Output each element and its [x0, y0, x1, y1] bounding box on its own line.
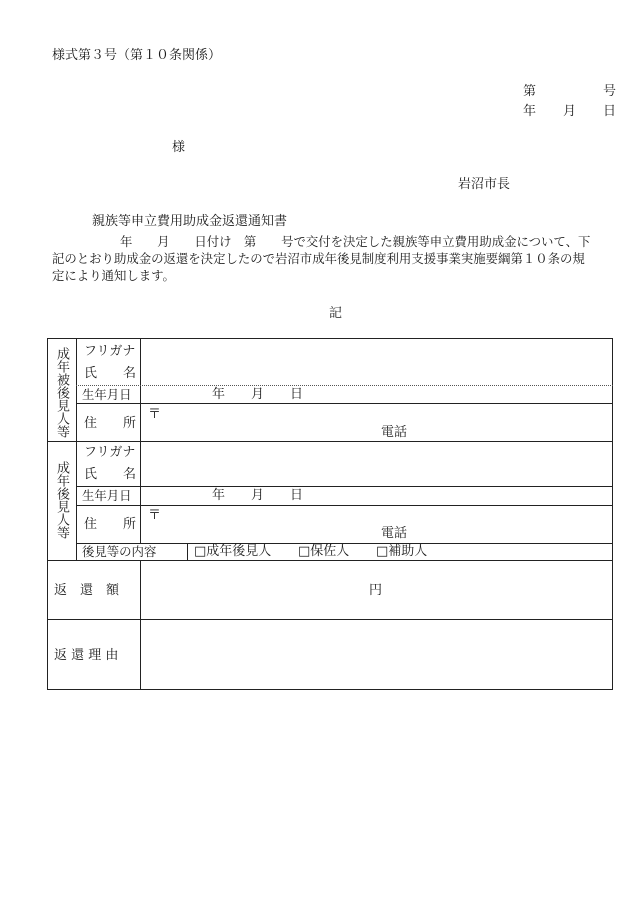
refund-reason-label: 返 還 理 由	[54, 648, 119, 663]
phone-label-2: 電話	[381, 526, 408, 541]
sender: 岩沼市長	[458, 177, 511, 192]
body-line-1: 年 月 日付け 第 号で交付を決定した親族等申立費用助成金について、下	[120, 234, 591, 249]
address-label-1: 住 所	[84, 416, 137, 431]
row-divider-3	[76, 505, 613, 506]
refund-amount-label: 返 還 額	[54, 583, 120, 598]
col-divider-guardianship	[187, 543, 188, 560]
doc-date-hi: 日	[603, 104, 617, 119]
doc-number-dai: 第	[523, 84, 537, 99]
addressee-suffix: 様	[172, 140, 186, 155]
table-border-right	[612, 338, 613, 689]
yen-unit: 円	[369, 583, 383, 598]
table-border-left	[47, 338, 48, 689]
name-label-1: 氏 名	[84, 366, 137, 381]
doc-date-tsuki: 月	[563, 104, 577, 119]
birthdate-label-2: 生年月日	[82, 488, 132, 503]
option-seinen-koukennin[interactable]: □成年後見人	[194, 544, 272, 559]
option-hojonin[interactable]: □補助人	[376, 544, 428, 559]
furigana-label-2: フリガナ	[84, 445, 136, 460]
row-divider-5	[47, 560, 613, 561]
row-divider-dotted-1	[76, 385, 613, 386]
birthdate-value-2: 年 月 日	[212, 488, 304, 503]
section-divider	[47, 441, 613, 442]
doc-number-go: 号	[603, 84, 617, 99]
col-divider-lower	[140, 560, 141, 689]
body-line-2: 記のとおり助成金の返還を決定したので岩沼市成年後見制度利用支援事業実施要綱第１０条の規	[52, 251, 585, 266]
address-label-2: 住 所	[84, 517, 137, 532]
option-hosanin[interactable]: □保佐人	[298, 544, 350, 559]
row-divider-6	[47, 619, 613, 620]
furigana-label-1: フリガナ	[84, 344, 136, 359]
birthdate-value-1: 年 月 日	[212, 387, 304, 402]
document-title: 親族等申立費用助成金返還通知書	[92, 214, 288, 229]
row-divider-2	[76, 486, 613, 487]
phone-label-1: 電話	[381, 425, 408, 440]
form-number: 様式第３号（第１０条関係）	[52, 48, 222, 63]
birthdate-label-1: 生年月日	[82, 387, 132, 402]
ki-heading: 記	[329, 306, 343, 321]
row-divider-1	[76, 403, 613, 404]
table-border-top	[47, 338, 613, 339]
col-divider-label	[76, 338, 77, 560]
guardianship-type-label: 後見等の内容	[82, 544, 157, 559]
doc-date-nen: 年	[523, 104, 537, 119]
postal-mark-1: 〒	[148, 407, 162, 422]
postal-mark-2: 〒	[148, 508, 162, 523]
table-border-bottom	[47, 689, 613, 690]
section-label-guardian: 成年後見人等	[54, 461, 69, 539]
name-label-2: 氏 名	[84, 467, 137, 482]
section-label-ward: 成年被後見人等	[54, 347, 69, 438]
body-line-3: 定により通知します。	[52, 268, 175, 283]
